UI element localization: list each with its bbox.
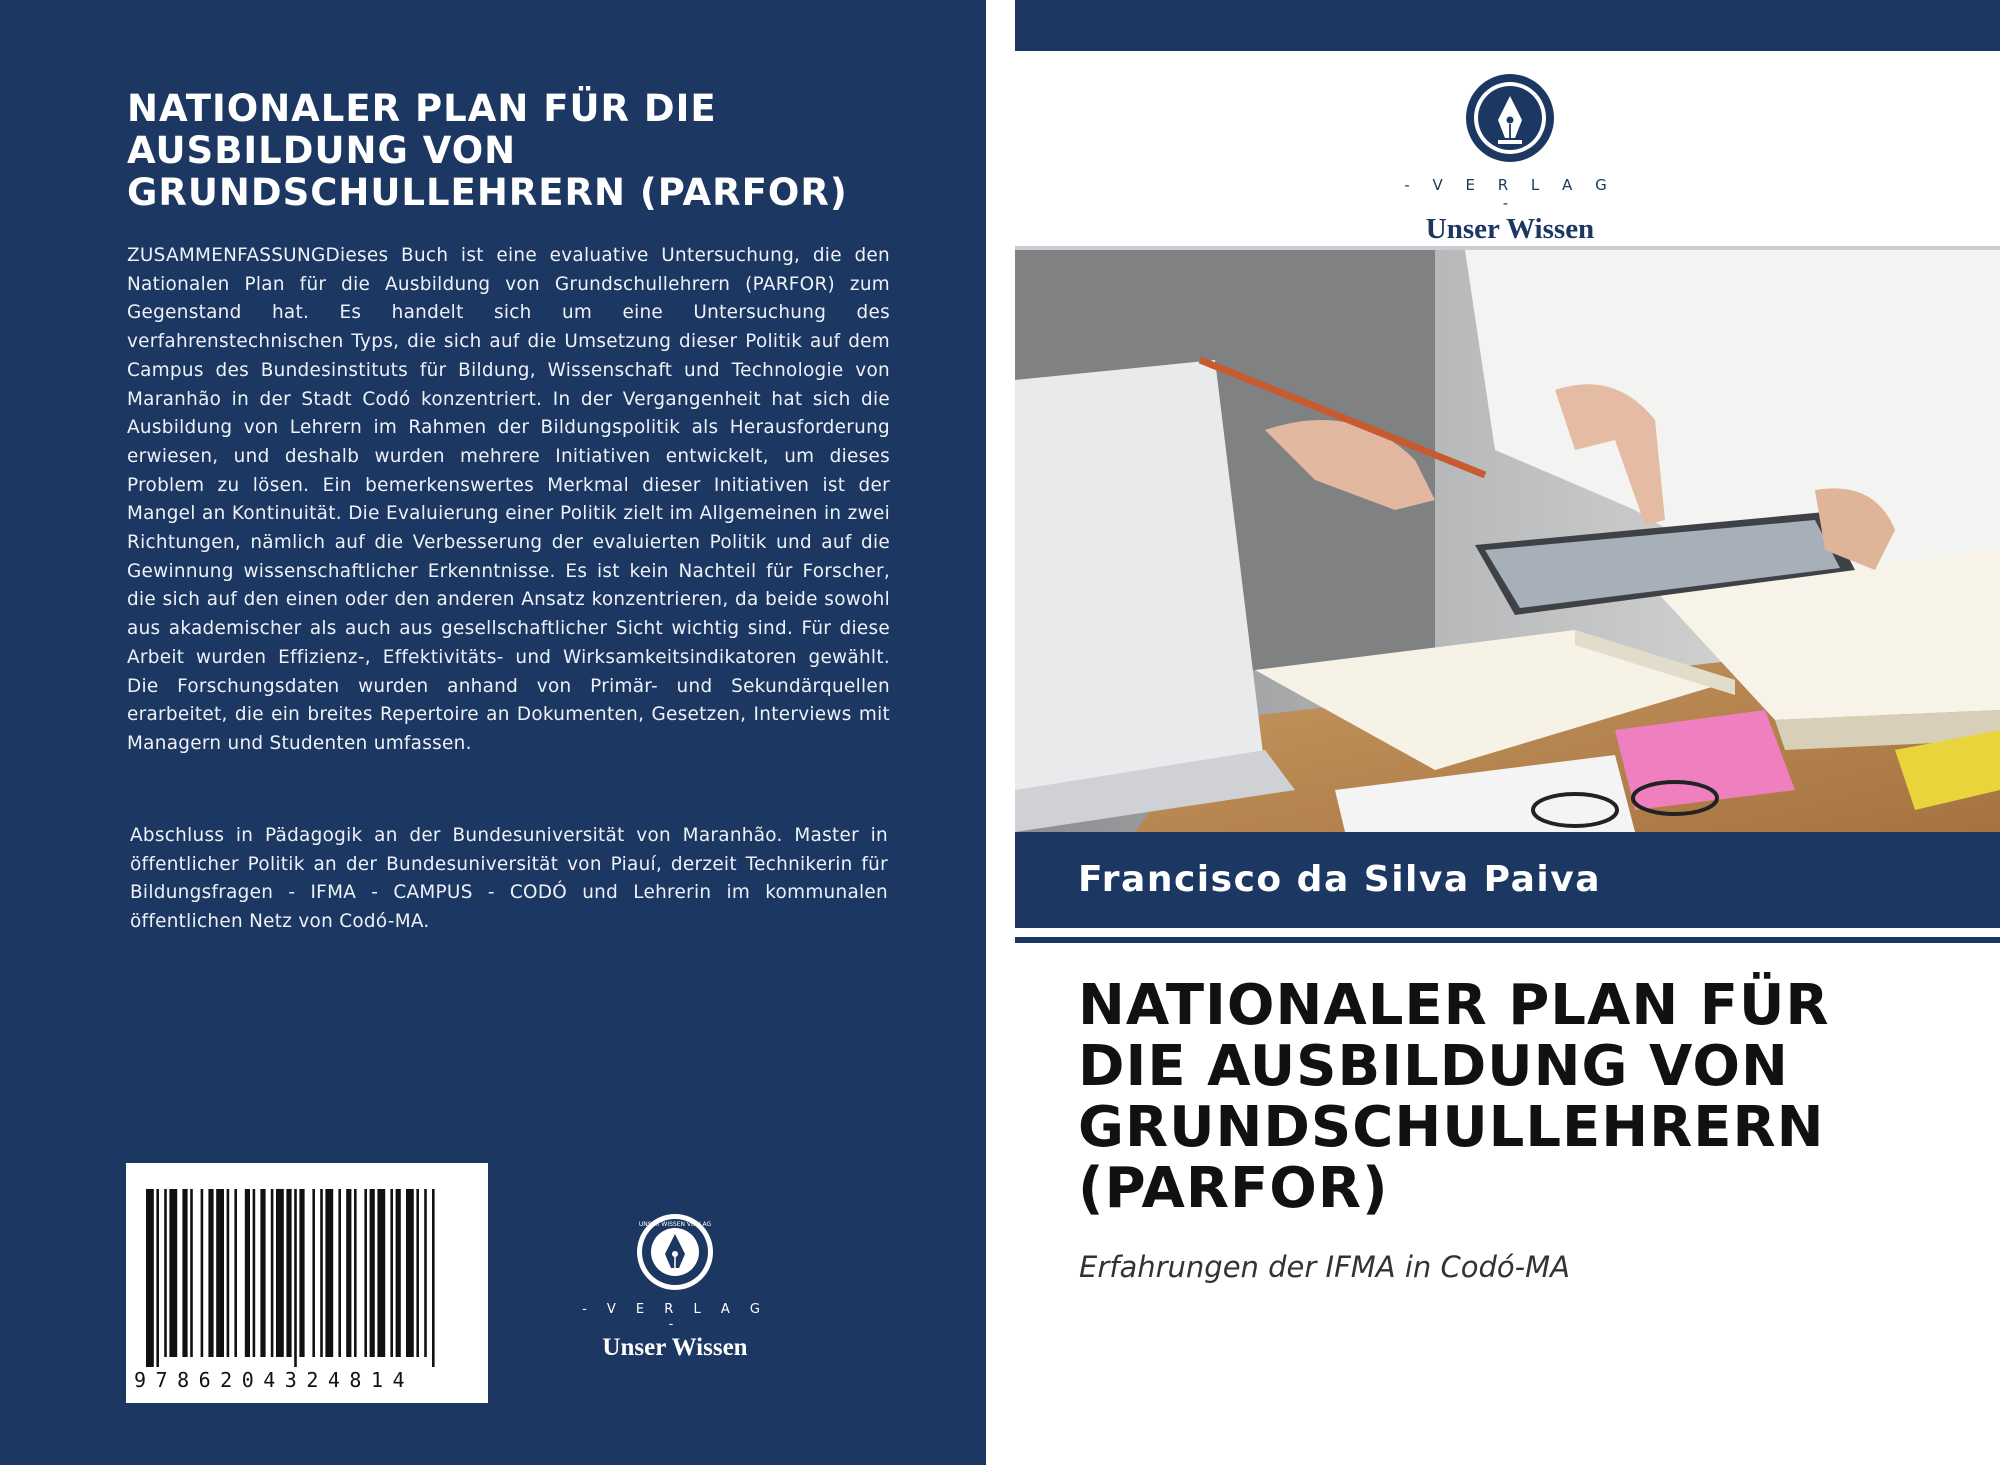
barcode-bar [346, 1189, 351, 1357]
barcode-bar [260, 1189, 265, 1357]
barcode-bar [390, 1189, 393, 1357]
barcode-bar [208, 1189, 213, 1357]
barcode-bar [432, 1189, 435, 1367]
barcode-bar [424, 1189, 427, 1357]
barcode-bar [406, 1189, 414, 1357]
barcode-bar [299, 1189, 304, 1357]
title-rule [1015, 937, 2000, 943]
barcode-bar [182, 1189, 187, 1357]
barcode-bar [312, 1189, 315, 1357]
spine-gap [986, 0, 1015, 1465]
barcode-bar [169, 1189, 177, 1357]
barcode-bar [164, 1189, 167, 1357]
seal-text: UNSER WISSEN VERLAG [638, 1221, 712, 1228]
front-publisher-logo [1395, 72, 1625, 246]
barcode-bar [190, 1189, 193, 1357]
author-name: Francisco da Silva Paiva [1078, 859, 1601, 900]
barcode-bar [377, 1189, 385, 1357]
barcode-bar [354, 1189, 357, 1357]
barcode [126, 1163, 488, 1368]
front-publisher-name: Unser Wissen [1425, 213, 1595, 245]
author-bio: Abschluss in Pädagogik an der Bundesuniversität von Maranhão. Master in öffentlicher Politik an der Bundesuniversität von Piauí, derzeit Technikerin für Bildungsfragen - IFMA - CAMPUS - CODÓ und Lehrerin im kommunalen öffentlichen Netz von Codó-MA. [130, 825, 888, 933]
barcode-bar [370, 1189, 375, 1357]
isbn-digits: 9786204324814 [134, 1368, 415, 1392]
back-publisher-logo [575, 1212, 775, 1361]
barcode-bar [294, 1189, 297, 1367]
back-publisher-name: Unser Wissen [602, 1334, 748, 1361]
cover-photo [1015, 250, 2000, 832]
cover-photo-illustration [1015, 250, 2000, 832]
top-band [1015, 0, 2000, 51]
barcode-bar [271, 1189, 274, 1357]
front-cover-subtitle: Erfahrungen der IFMA in Codó-MA [1079, 1250, 1570, 1284]
barcode-bar [253, 1189, 256, 1357]
back-cover-title: NATIONALER PLAN FÜR DIE AUSBILDUNG VON GRUNDSCHULLEHRERN (PARFOR) [127, 87, 848, 214]
barcode-bar [276, 1189, 284, 1357]
front-publisher-verlag: - V E R L A G - [1404, 176, 1616, 212]
barcode-bar [156, 1189, 159, 1367]
barcode-bar [396, 1189, 401, 1357]
barcode-bar [286, 1189, 291, 1357]
barcode-bar [201, 1189, 204, 1357]
author-band [1015, 832, 2000, 928]
back-publisher-verlag: - V E R L A G - [582, 1302, 768, 1332]
barcode-bar [325, 1189, 333, 1357]
front-cover-title: NATIONALER PLAN FÜR DIE AUSBILDUNG VON GRUNDSCHULLEHRERN (PARFOR) [1078, 973, 1830, 1221]
barcode-bar [245, 1189, 250, 1357]
pen-nib-logo-icon [635, 1212, 715, 1292]
back-cover-summary: ZUSAMMENFASSUNGDieses Buch ist eine evaluative Untersuchung, die den Nationalen Plan für die Ausbildung von Grundschullehrern (PARFOR) zum Gegenstand hat. Es handelt sich um eine Untersuchung des verfahrenstechnischen Typs, die sich auf die Umsetzung dieser Politik auf dem Campus des Bundesinstituts für Bildung, Wissenschaft und Technologie von Maranhão in der Stadt Codó konzentriert. In der Vergangenheit hat sich die Ausbildung von Lehrern im Rahmen der Bildungspolitik als Herausforderung erwiesen, und deshalb wurden mehrere Initiativen entwickelt, um dieses Problem zu lösen. Ein bemerkenswertes Merkmal dieser Initiativen ist der Mangel an Kontinuität. Die Evaluierung einer Politik zielt im Allgemeinen in zwei Richtungen, nämlich auf die Verbesserung der evaluierten Politik und auf die Gewinnung wissenschaftlicher Erkenntnisse. Es ist kein Nachteil für Forscher, die sich auf den einen oder den anderen Ansatz konzentrieren, da beide sowohl aus akademischer als auch aus gesellschaftlicher Sicht wichtig sind. Für diese Arbeit wurden Effizienz-, Effektivitäts- und Wirksamkeitsindikatoren gewählt. Die Forschungsdaten wurden anhand von Primär- und Sekundärquellen erarbeitet, die ein breites Repertoire an Dokumenten, Gesetzen, Interviews mit Managern und Studenten umfassen. [127, 245, 890, 754]
barcode-bar [364, 1189, 367, 1357]
barcode-bar [216, 1189, 224, 1357]
barcode-bar [416, 1189, 419, 1357]
barcode-bar [146, 1189, 154, 1367]
barcode-bar [234, 1189, 237, 1357]
front-cover [1015, 0, 2000, 1465]
barcode-bar [338, 1189, 341, 1357]
barcode-bar [227, 1189, 230, 1357]
isbn-barcode [126, 1163, 488, 1403]
pen-nib-logo-icon [1464, 72, 1556, 164]
back-cover [0, 0, 986, 1465]
barcode-bar [320, 1189, 323, 1357]
